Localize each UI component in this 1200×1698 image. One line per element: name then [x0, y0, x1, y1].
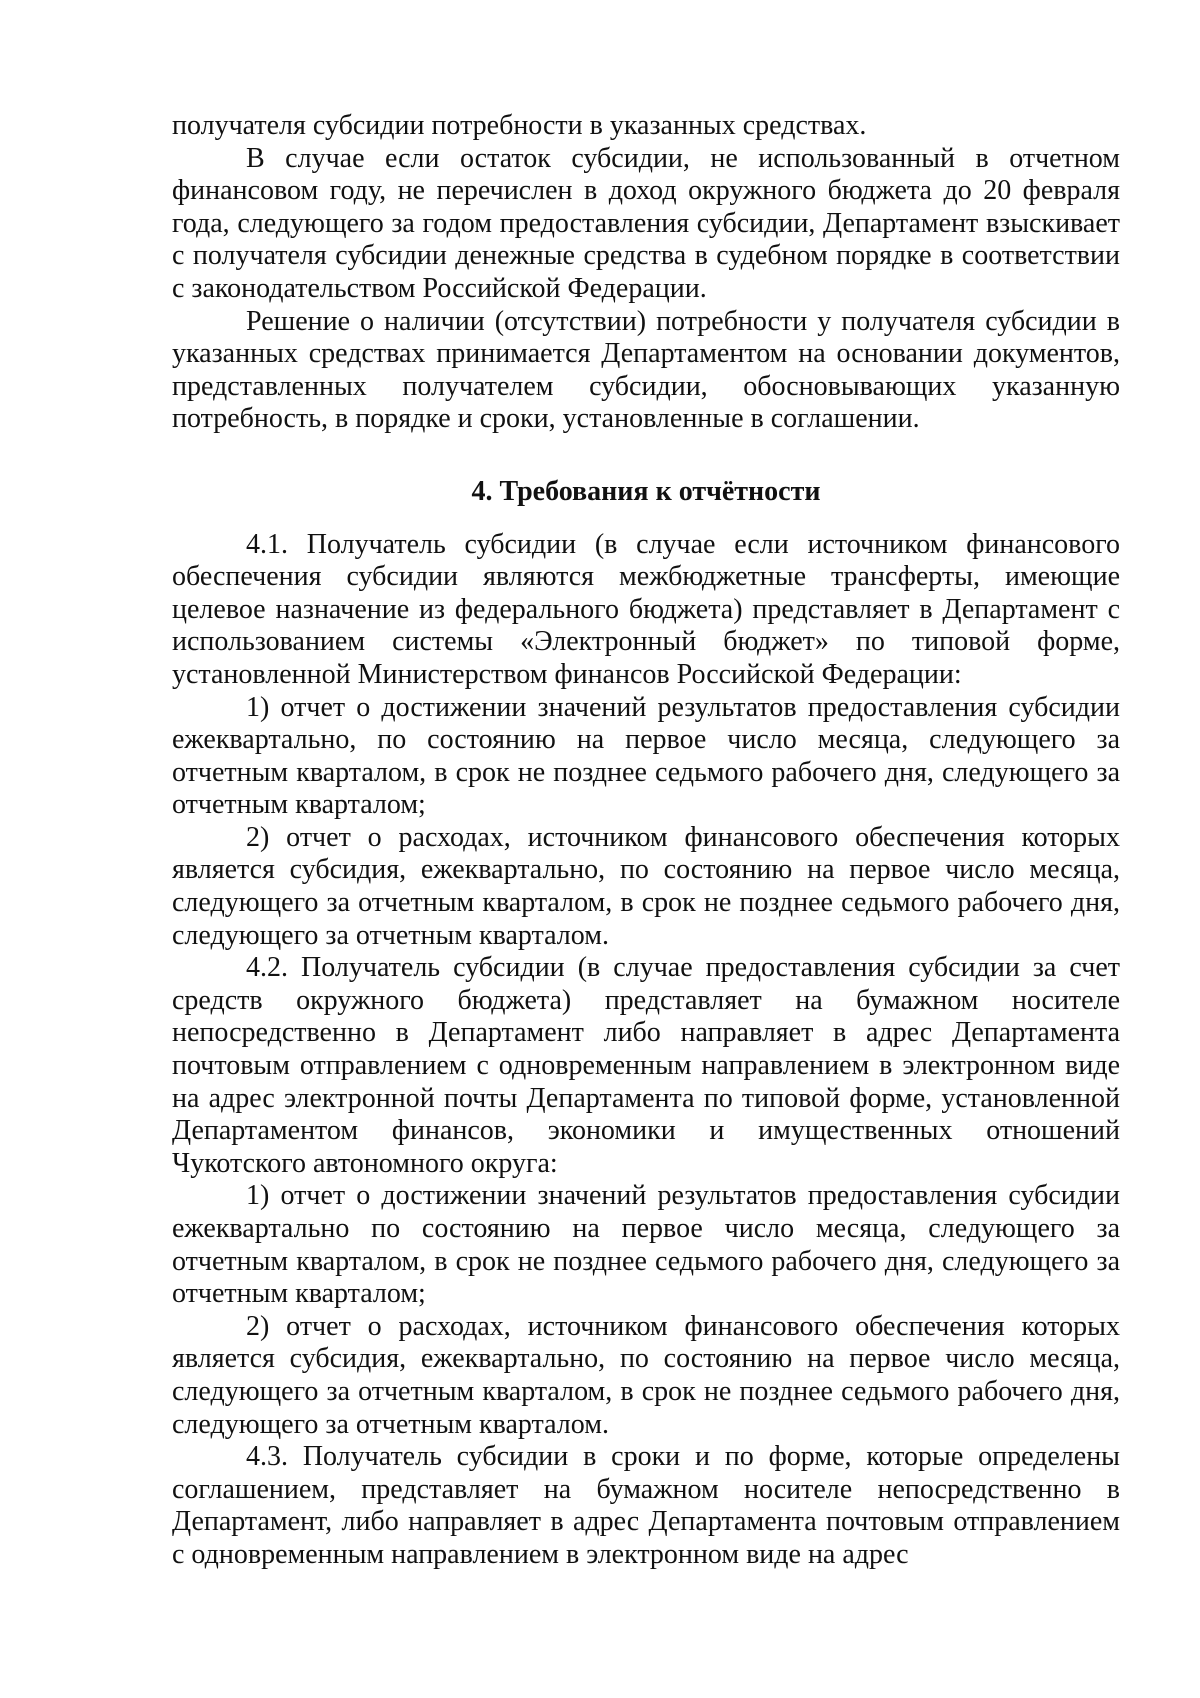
paragraph-4-1-item-2: 2) отчет о расходах, источником финансового обеспечения которых является субсидия, ежеквартально, по состоянию на первое число месяца, следующего за отчетным кварталом, в срок не позднее седьмого рабочего дня, следующего за отчетным кварталом.: [172, 821, 1120, 951]
paragraph-continuation: получателя субсидии потребности в указанных средствах.: [172, 110, 867, 141]
paragraph-4-2-item-2: 2) отчет о расходах, источником финансового обеспечения которых является субсидия, ежеквартально, по состоянию на первое число месяца, следующего за отчетным кварталом, в срок не позднее седьмого рабочего дня, следующего за отчетным кварталом.: [172, 1310, 1120, 1440]
paragraph-4-2: 4.2. Получатель субсидии (в случае предоставления субсидии за счет средств окружного бюджета) представляет на бумажном носителе непосредственно в Департамент либо направляет в адрес Департамента почтовым отправлением с одновременным направлением в электронном виде на адрес электронной почты Департамента по типовой форме, установленной Департаментом финансов, экономики и имущественных отношений Чукотского автономного округа:: [172, 952, 1120, 1179]
paragraph-4-1-item-1: 1) отчет о достижении значений результатов предоставления субсидии ежеквартально, по состоянию на первое число месяца, следующего за отчетным кварталом, в срок не позднее седьмого рабочего дня, следующего за отчетным кварталом;: [172, 691, 1120, 821]
spacer: [172, 436, 1120, 476]
paragraph-4-3: 4.3. Получатель субсидии в сроки и по форме, которые определены соглашением, представляет на бумажном носителе непосредственно в Департамент, либо направляет в адрес Департамента почтовым отправлением с одновременным направлением в электронном виде на адрес: [172, 1441, 1120, 1570]
paragraph-unused-balance: В случае если остаток субсидии, не использованный в отчетном финансовом году, не перечислен в доход окружного бюджета до 20 февраля года, следующего за годом предоставления субсидии, Департамент взыскивает с получателя субсидии денежные средства в судебном порядке в соответствии с законодательством Российской Федерации.: [172, 142, 1120, 304]
paragraph-4-2-item-1: 1) отчет о достижении значений результатов предоставления субсидии ежеквартально по состоянию на первое число месяца, следующего за отчетным кварталом, в срок не позднее седьмого рабочего дня, следующего за отчетным кварталом;: [172, 1180, 1120, 1310]
spacer: [172, 509, 1120, 529]
section-heading: 4. Требования к отчётности: [471, 475, 821, 507]
paragraph-4-1: 4.1. Получатель субсидии (в случае если источником финансового обеспечения субсидии являются межбюджетные трансферты, имеющие целевое назначение из федерального бюджета) представляет в Департамент с использованием системы «Электронный бюджет» по типовой форме, установленной Министерством финансов Российской Федерации:: [172, 528, 1120, 690]
paragraph-need-decision: Решение о наличии (отсутствии) потребности у получателя субсидии в указанных средствах принимается Департаментом на основании документов, представленных получателем субсидии, обосновывающих указанную потребность, в порядке и сроки, установленные в соглашении.: [172, 305, 1120, 435]
document-page: [172, 110, 1120, 1572]
